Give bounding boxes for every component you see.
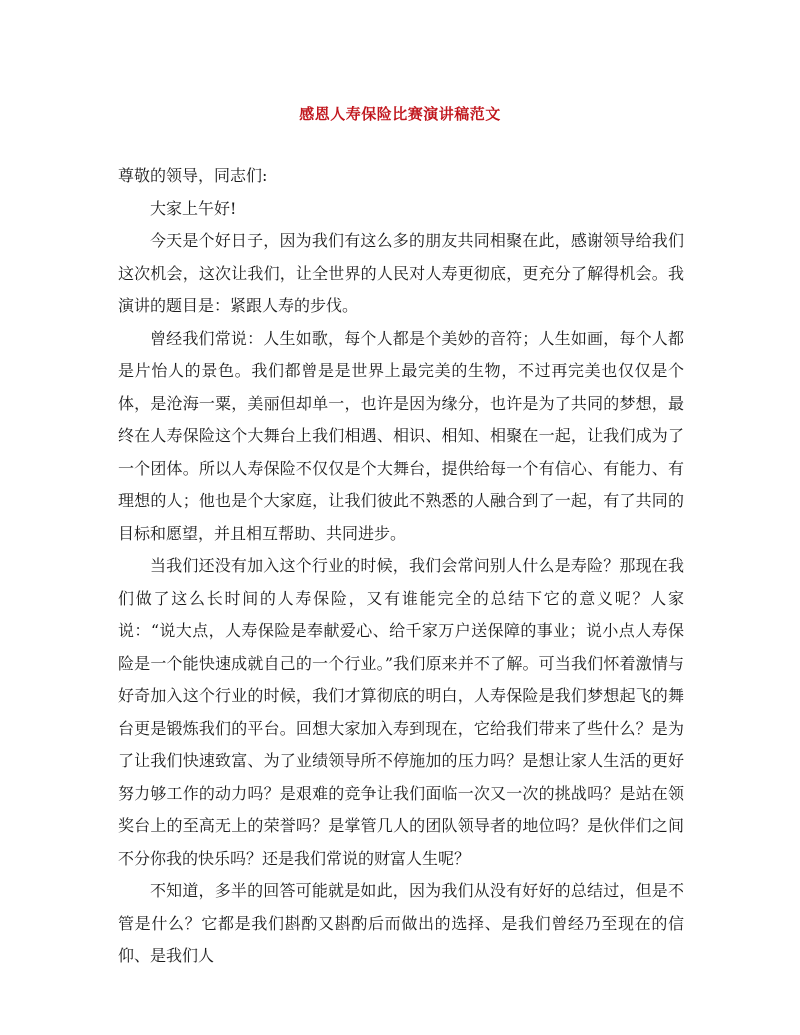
paragraph-greeting: 大家上午好! <box>150 198 237 218</box>
salutation: 尊敬的领导，同志们: <box>118 166 268 185</box>
document-title: 感恩人寿保险比赛演讲稿范文 <box>299 105 501 123</box>
paragraph-intro: 今天是个好日子，因为我们有这么多的朋友共同相聚在此，感谢领导给我们这次机会，这次让我们，让全世界的人民对人寿更彻底，更充分了解得机会。我演讲的题目是：紧跟人寿的步伐。 <box>118 231 684 315</box>
paragraph-industry-meaning: 当我们还没有加入这个行业的时候，我们会常问别人什么是寿险？那现在我们做了这么长时间的人寿保险，又有谁能完全的总结下它的意义呢？人家说：“说大点，人寿保险是奉献爱心、给千家万户送保障的事业；说小点人寿保险是一个能快速成就自己的一个行业。”我们原来并不了解。可当我们怀着激情与好奇加入这个行业的时候，我们才算彻底的明白，人寿保险是我们梦想起飞的舞台更是锻炼我们的平台。回想大家加入寿到现在，它给我们带来了些什么？是为了让我们快速致富、为了业绩领导所不停施加的压力吗？是想让家人生活的更好努力够工作的动力吗？是艰难的竞争让我们面临一次又一次的挑战吗？是站在领奖台上的至高无上的荣誉吗？是掌管几人的团队领导者的地位吗？是伙伴们之间不分你我的快乐吗？还是我们常说的财富人生呢？ <box>118 556 684 868</box>
document-body <box>118 160 684 973</box>
paragraph-reflection: 不知道，多半的回答可能就是如此，因为我们从没有好好的总结过，但是不管是什么？它都是我们斟酌又斟酌后而做出的选择、是我们曾经乃至现在的信仰、是我们人 <box>118 881 684 965</box>
paragraph-life-metaphor: 曾经我们常说：人生如歌，每个人都是个美妙的音符；人生如画，每个人都是片怡人的景色。我们都曾是是世界上最完美的生物，不过再完美也仅仅是个体，是沧海一粟，美丽但却单一，也许是因为缘分，也许是为了共同的梦想，最终在人寿保险这个大舞台上我们相遇、相识、相知、相聚在一起，让我们成为了一个团体。所以人寿保险不仅仅是个大舞台，提供给每一个有信心、有能力、有理想的人；他也是个大家庭，让我们彼此不熟悉的人融合到了一起，有了共同的目标和愿望，并且相互帮助、共同进步。 <box>118 328 684 543</box>
